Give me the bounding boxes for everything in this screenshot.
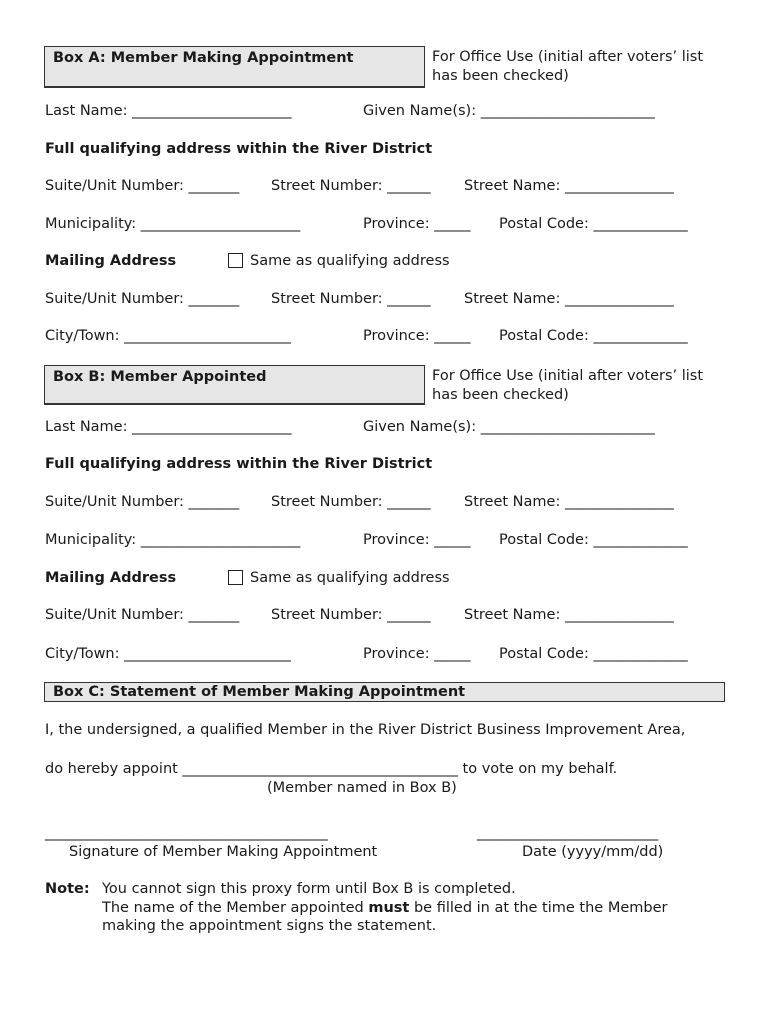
statement-line-2-appoint-field[interactable]: do hereby appoint ______________________________________ to vote on my behalf.: [45, 761, 618, 777]
box-a-same-as-checkbox[interactable]: [228, 253, 243, 268]
box-b-title: Box B: Member Appointed: [53, 369, 267, 385]
box-b-last-name-field[interactable]: Last Name: ______________________: [45, 419, 292, 435]
box-b-header: [44, 365, 725, 405]
note-line-2-start: The name of the Member appointed: [102, 900, 369, 916]
note-label: Note:: [45, 881, 90, 897]
box-c-header: [44, 682, 725, 702]
member-named-caption: (Member named in Box B): [267, 780, 457, 796]
box-a-city-field[interactable]: City/Town: _______________________: [45, 328, 291, 344]
signature-line[interactable]: _______________________________________: [45, 825, 328, 841]
box-b-mailing-street-name-field[interactable]: Street Name: _______________: [464, 607, 674, 623]
signature-label: Signature of Member Making Appointment: [69, 844, 378, 860]
date-line[interactable]: _________________________: [477, 825, 659, 841]
box-c-title: Box C: Statement of Member Making Appointment: [53, 684, 466, 700]
box-a-street-name-field[interactable]: Street Name: _______________: [464, 178, 674, 194]
box-b-office-use: For Office Use (initial after voters’ list has been checked): [424, 365, 725, 405]
box-b-mailing-province-field[interactable]: Province: _____: [363, 646, 471, 662]
box-a-province-field[interactable]: Province: _____: [363, 216, 471, 232]
box-a-last-name-field[interactable]: Last Name: ______________________: [45, 103, 292, 119]
box-b-mailing-suite-field[interactable]: Suite/Unit Number: _______: [45, 607, 240, 623]
box-a-mailing-street-number-field[interactable]: Street Number: ______: [271, 291, 431, 307]
box-a-qualifying-heading: Full qualifying address within the River District: [45, 141, 433, 157]
box-a-mailing-postal-field[interactable]: Postal Code: _____________: [499, 328, 688, 344]
note-line-2-end: be filled in at the time the Member: [409, 900, 668, 916]
date-label: Date (yyyy/mm/dd): [522, 844, 664, 860]
box-b-street-name-field[interactable]: Street Name: _______________: [464, 494, 674, 510]
box-a-same-as-label: Same as qualifying address: [250, 253, 450, 269]
box-a-given-names-field[interactable]: Given Name(s): ________________________: [363, 103, 655, 119]
box-b-qualifying-heading: Full qualifying address within the River District: [45, 456, 433, 472]
note-line-1: You cannot sign this proxy form until Box B is completed.: [102, 881, 516, 897]
box-a-mailing-heading: Mailing Address: [45, 253, 177, 269]
note-line-3: making the appointment signs the statement.: [102, 918, 437, 934]
box-b-given-names-field[interactable]: Given Name(s): ________________________: [363, 419, 655, 435]
box-b-mailing-postal-field[interactable]: Postal Code: _____________: [499, 646, 688, 662]
box-a-postal-field[interactable]: Postal Code: _____________: [499, 216, 688, 232]
box-a-mailing-suite-field[interactable]: Suite/Unit Number: _______: [45, 291, 240, 307]
box-a-mailing-street-name-field[interactable]: Street Name: _______________: [464, 291, 674, 307]
box-b-municipality-field[interactable]: Municipality: ______________________: [45, 532, 301, 548]
statement-line-1: I, the undersigned, a qualified Member in the River District Business Improvement Area,: [45, 722, 686, 738]
note-line-2: [102, 900, 667, 916]
box-b-mailing-street-number-field[interactable]: Street Number: ______: [271, 607, 431, 623]
box-a-mailing-province-field[interactable]: Province: _____: [363, 328, 471, 344]
box-a-title: Box A: Member Making Appointment: [53, 50, 354, 66]
box-b-same-as-checkbox[interactable]: [228, 570, 243, 585]
box-a-office-use: For Office Use (initial after voters’ list has been checked): [424, 46, 725, 88]
box-b-suite-field[interactable]: Suite/Unit Number: _______: [45, 494, 240, 510]
box-b-street-number-field[interactable]: Street Number: ______: [271, 494, 431, 510]
box-b-province-field[interactable]: Province: _____: [363, 532, 471, 548]
box-b-same-as-label: Same as qualifying address: [250, 570, 450, 586]
box-b-postal-field[interactable]: Postal Code: _____________: [499, 532, 688, 548]
box-a-header: [44, 46, 725, 88]
note-line-2-emphasis: must: [368, 900, 410, 916]
box-a-suite-field[interactable]: Suite/Unit Number: _______: [45, 178, 240, 194]
box-b-city-field[interactable]: City/Town: _______________________: [45, 646, 291, 662]
box-b-mailing-heading: Mailing Address: [45, 570, 177, 586]
box-a-street-number-field[interactable]: Street Number: ______: [271, 178, 431, 194]
box-a-municipality-field[interactable]: Municipality: ______________________: [45, 216, 301, 232]
